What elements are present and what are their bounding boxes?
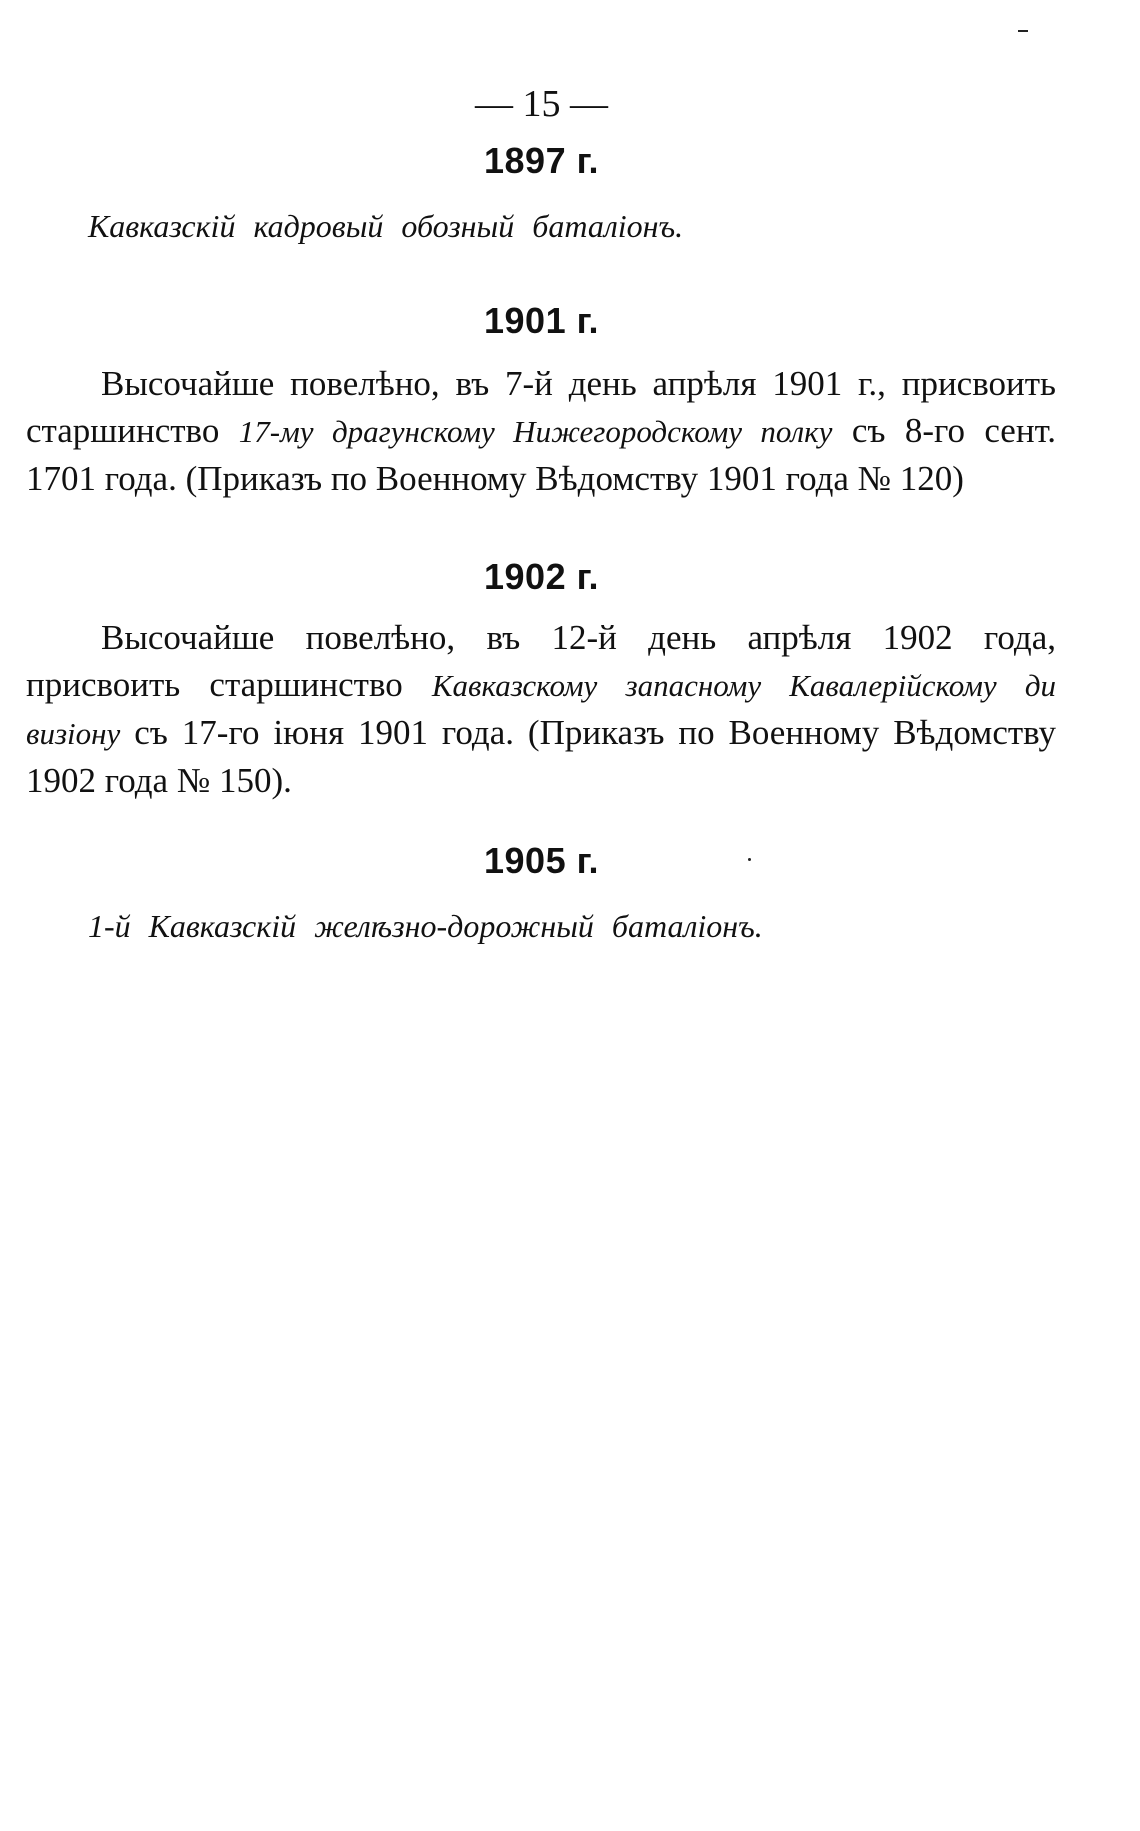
italic-unit-name: 17-му драгунскому Нижегородскому полку [238,414,833,449]
print-speck [1018,30,1028,32]
unit-entry-1897: Кавказскій кадровый обозный баталіонъ. [88,208,684,244]
paragraph-line [26,407,1056,455]
paragraph-line [26,360,1056,407]
paragraph-line [26,614,1056,661]
print-speck [748,858,751,861]
year-heading-1905: 1905 г. [484,840,599,881]
text-run: съ 8-го сент. [832,411,1056,450]
year-heading-1897: 1897 г. [484,140,599,181]
paragraph-line [26,709,1056,757]
year-heading-1902: 1902 г. [484,556,599,597]
text-run: 1902 года № 150). [26,761,292,800]
paragraph-line [26,757,1056,804]
paragraph-1901 [26,360,1056,502]
page-number: — 15 — [475,83,608,125]
year-heading-1901: 1901 г. [484,300,599,341]
text-run: старшинство [26,411,239,450]
paragraph-line [26,455,1056,502]
italic-unit-name: визіону [26,716,121,751]
text-run: Высочайше повелѣно, въ 12-й день апрѣля 1902 года, [101,618,1056,657]
paragraph-1902 [26,614,1056,804]
text-run: 1701 года. (Приказъ по Военному Вѣдомству 1901 года № 120) [26,459,964,498]
italic-unit-name: Кавказскому запасному Кавалерійскому ди [431,668,1057,703]
paragraph-line [26,661,1056,709]
text-run: съ 17-го іюня 1901 года. (Приказъ по Военному Вѣдомству [120,713,1056,752]
text-run: Высочайше повелѣно, въ 7-й день апрѣля 1901 г., присвоить [101,364,1056,403]
text-run: присвоить старшинство [26,665,432,704]
unit-entry-1905: 1-й Кавказскій желѣзно-дорожный баталіонъ. [88,908,763,944]
